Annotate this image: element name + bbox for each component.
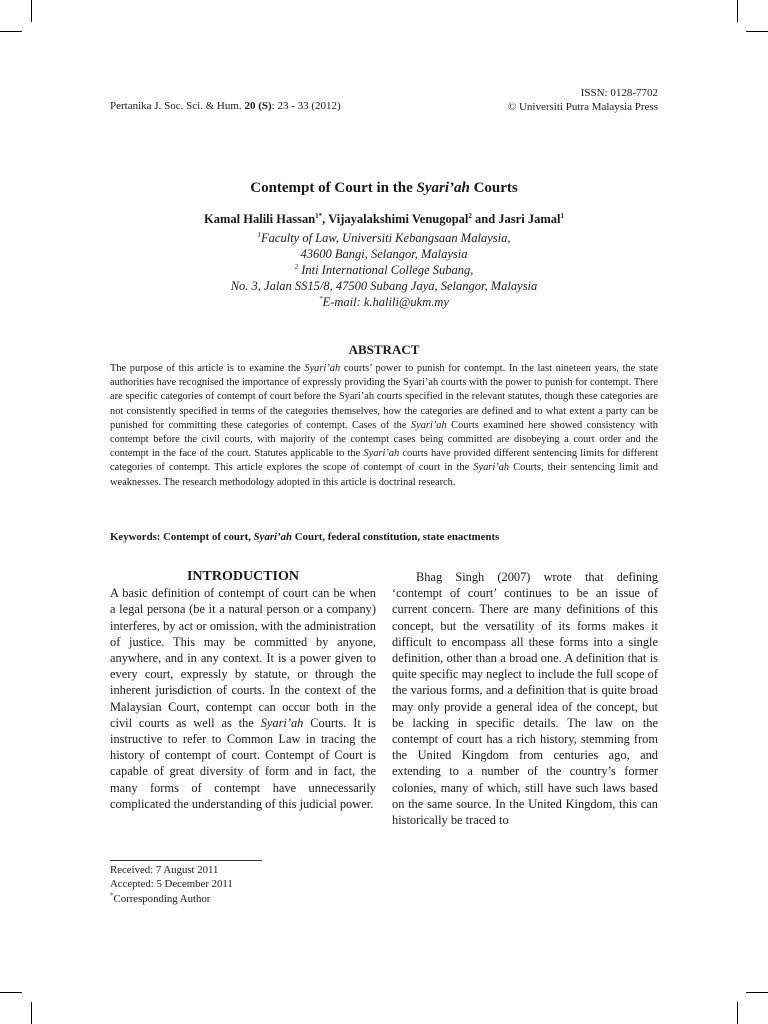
abstract-text: courts’ power to punish for contempt. In the last nineteen years, the state authorities have recognised the importance of expressly providing the Syari’ah courts with the power to punish for contempt. There are specific categories of contempt of court before the Syari’ah courts specified in the relevant statutes, though these categories are not consistently specified in terms of the categories themselves, how the categories are defined and to what extent a party can be punished for committing these categories of contempt. Cases of the [110, 363, 658, 431]
body-column-left [110, 569, 376, 812]
crop-mark [0, 992, 22, 993]
author-affiliation-mark: 1* [315, 211, 323, 220]
keywords-text-italic: Syari’ah [253, 531, 293, 543]
received-date: Received: 7 August 2011 [110, 864, 219, 876]
affiliations [0, 230, 768, 310]
journal-name: Pertanika J. Soc. Sci. & Hum. [110, 100, 245, 112]
abstract-text: Courts examined here showed consistency with contempt before the civil courts, with majority of the contempt cases being committed are disobeying a court order and the contempt in the face of the court. Statutes applicable to the [110, 419, 659, 460]
body-column-right [392, 569, 658, 828]
abstract-text-italic: Syari’ah [410, 419, 447, 431]
affiliation-line: No. 3, Jalan SS15/8, 47500 Subang Jaya, Selangor, Malaysia [230, 279, 538, 293]
author-list [0, 212, 768, 227]
title-text: Contempt of Court in the [250, 180, 417, 196]
contact-email [0, 294, 768, 310]
crop-mark [0, 31, 22, 32]
abstract-body [110, 362, 658, 490]
footnotes [110, 863, 233, 906]
crop-mark [737, 0, 738, 22]
issn: ISSN: 0128-7702 [580, 87, 658, 99]
paper-title [0, 180, 768, 197]
footnote-divider [110, 860, 262, 861]
crop-mark [746, 31, 768, 32]
affiliation-line: 43600 Bangi, Selangor, Malaysia [300, 247, 468, 261]
abstract-text: Courts, their sentencing limit and weaknesses. The research methodology adopted in this article is doctrinal research. [110, 462, 658, 488]
abstract-text-italic: Syari’ah [304, 363, 341, 374]
journal-volume: 20 (S) [244, 100, 272, 112]
title-text-italic: Syari’ah [416, 180, 470, 196]
body-paragraph [110, 585, 376, 812]
corresponding-author-text: Corresponding Author [113, 892, 211, 905]
keywords-text: Court, federal constitution, state enactments [292, 531, 500, 543]
abstract-text-italic: Syari’ah [473, 462, 510, 474]
affiliation-line [0, 262, 768, 278]
affiliation-mark: 1 [257, 230, 262, 239]
body-text: A basic definition of contempt of court can be when a legal persona (be it a natural person or a company) interferes, by act or omission, with the administration of justice. This may be committed by anyone, anywhere, and in any context. It is a power given to every court, expressly by statute, or through the inherent jurisdiction of courts. In the context of the Malaysian Court, contempt can occur both in the civil courts as well as the [110, 586, 376, 730]
body-paragraph: Bhag Singh (2007) wrote that defining ‘contempt of court’ continues to be an issue of current concern. There are many definitions of this concept, but the versatility of its forms makes it difficult to encompass all these forms into a single definition, other than a broad one. A definition that is quite specific may neglect to include the full scope of the various forms, and a definition that is quite broad may only provide a general idea of the concept, but be lacking in specific details. The law on the contempt of court has a rich history, stemming from the United Kingdom from centuries ago, and extending to a number of the country’s former colonies, many of which, still have such laws based on the same source. In the United Kingdom, this can historically be traced to [392, 570, 658, 828]
section-heading: INTRODUCTION [186, 569, 299, 584]
author-name: Kamal Halili Hassan [204, 212, 316, 226]
author-affiliation-mark: 2 [468, 211, 472, 220]
author-name: and Jasri Jamal [471, 212, 561, 226]
accepted-date: Accepted: 5 December 2011 [110, 878, 233, 891]
abstract-text: courts have provided different sentencing limits for different categories of contempt. This article explores the scope of contempt of court in the [110, 448, 659, 474]
corresponding-mark: * [110, 891, 114, 900]
author-name: , Vijayalakshimi Venugopal [322, 212, 469, 226]
body-text: Courts. It is instructive to refer to Common Law in tracing the history of contempt of court. Contempt of Court is capable of great diversity of form and in fact, the many forms of contempt have unnecessarily complicated the understanding of this judicial power. [110, 715, 376, 811]
email-text: E-mail: k.halili@ukm.my [322, 295, 449, 309]
crop-mark [31, 0, 32, 22]
abstract-heading: ABSTRACT [348, 342, 420, 357]
abstract-text-italic: Syari’ah [363, 448, 400, 460]
author-affiliation-mark: 1 [560, 211, 564, 220]
body-text-italic: Syari’ah [260, 715, 304, 730]
title-text: Courts [469, 180, 518, 196]
crop-mark [746, 992, 768, 993]
affiliation-mark: 2 [294, 262, 299, 271]
abstract-text: The purpose of this article is to examine the [110, 363, 305, 374]
affiliation-line [0, 230, 768, 246]
publisher: © Universiti Putra Malaysia Press [507, 101, 658, 113]
corresponding-author-note [110, 892, 233, 906]
crop-mark [31, 1002, 32, 1024]
affiliation-text: Inti International College Subang, [298, 263, 474, 277]
crop-mark [737, 1002, 738, 1024]
affiliation-text: Faculty of Law, Universiti Kebangsaan Malaysia, [261, 231, 511, 245]
publisher-info [508, 86, 658, 114]
journal-pages: : 23 - 33 (2012) [271, 100, 341, 112]
journal-citation [110, 99, 341, 113]
keywords-text: Keywords: Contempt of court, [110, 531, 254, 543]
corresponding-mark: * [319, 294, 323, 303]
keywords [110, 531, 658, 543]
